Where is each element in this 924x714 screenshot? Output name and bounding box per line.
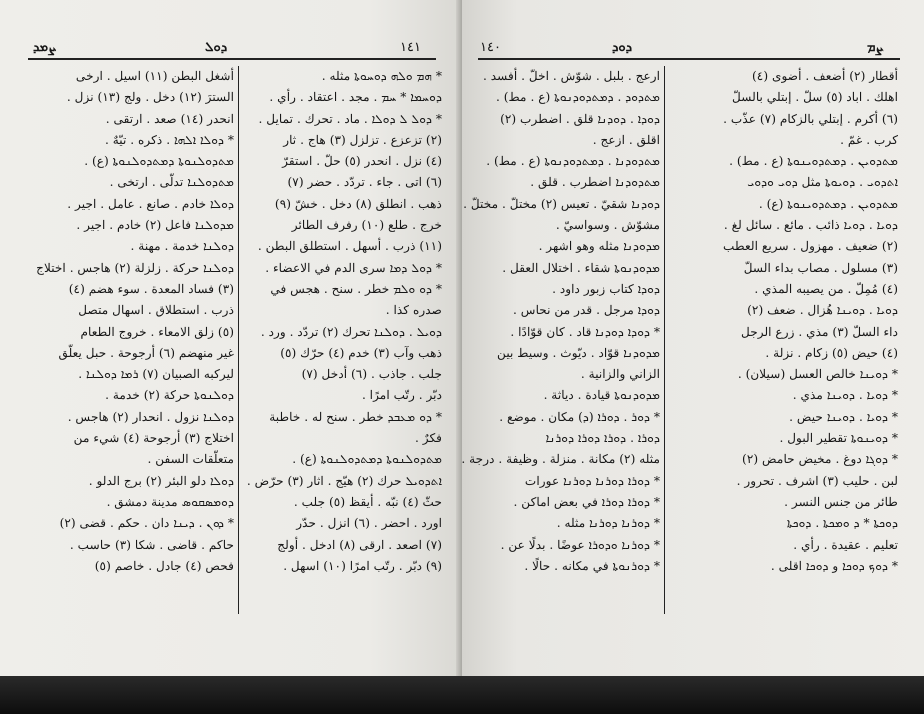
right-page-number: ١٤٠ [480, 40, 501, 55]
dictionary-entry-line: ܕܘܕܐ مرجل . قدر من نحاس . [512, 303, 660, 318]
dictionary-entry-line: (٢) تزعزع . تزلزل (٣) هاج . ثار [283, 132, 442, 147]
left-column-divider [238, 66, 239, 614]
dictionary-entry-line: ܡܕܘܕܢܐ قوّاد . ديّوث . وسيط بين [497, 345, 660, 360]
dictionary-entry-line: * ܗܡ ܘܠܗ ܕܘܚܘܬܐ مثله . [321, 69, 442, 83]
right-header-title: ܕܘܕ [612, 40, 633, 55]
dictionary-entry-line: ܡܬܕܘܕܢܐ . ܕܡܬܕܘܕܢܘܬܐ (ع . مط) . [486, 154, 660, 169]
dictionary-entry-line: * ܕܘܪܢܐ ܕܘܪܢܐ مثله . [556, 516, 660, 531]
dictionary-entry-line: انحدر (١٤) صعد . ارتقى . [105, 111, 234, 126]
dictionary-entry-line: ܕܘܕܐ . ܕܘܕܢܐ قلق . اضطرب (٢) [500, 111, 660, 126]
left-page [0, 0, 462, 676]
dictionary-entry-line: ܕܘܝܠ . ܕܘܠܢܐ تحرك (٢) تردّد . ورد . [260, 324, 442, 339]
dictionary-entry-line: (٣) مسلول . مصاب بداء السلّ [743, 260, 898, 275]
right-header-running-head: ܨܡ [867, 40, 883, 55]
left-page-number: ١٤١ [400, 40, 421, 55]
dictionary-entry-line: ܡܬܕܘܠܢܘܬܐ ܕܡܬܕܘܠܢܘܬܐ (ع) . [84, 154, 234, 169]
dictionary-entry-line: (٦) أكرم . إبتلي بالزكام (٧) عذّب . [723, 111, 898, 126]
dictionary-entry-line: ܡܬܕܘܠܢܘܬܐ ܕܡܬܕܘܠܢܘܬܐ (ع) . [292, 452, 442, 467]
dictionary-entry-line: (٧) اصعد . ارقى (٨) ادخل . أولج [277, 537, 442, 552]
dictionary-entry-line: ܡܕܘܕܢܘܬܐ شقاء . اختلال العقل . [502, 260, 660, 275]
dictionary-entry-line: ارعج . بلبل . شوّش . اخلّ . أفسد . [483, 69, 660, 83]
dictionary-entry-line: * ܕܘ ܘܠܡ خطر . سنح . هجس في [270, 281, 442, 296]
dictionary-entry-line: ܡܬܕܘܕ . ܕܡܬܕܘܕܢܘܬܐ (ع . مط) . [495, 90, 660, 105]
dictionary-entry-line: داء السلّ (٣) مذي . زرع الرجل [740, 324, 898, 339]
dictionary-entry-line: * ܕܘܝܢܘܬܐ تقطير البول . [779, 431, 898, 446]
dictionary-entry-line: جلب . جاذب . (٦) أدخل (٧) [301, 367, 442, 382]
dictionary-entry-line: * ܕܘܪܢܘܬܐ في مكانه . حالًا . [524, 558, 660, 573]
dictionary-entry-line: غير منهضم (٦) أرجوحة . حبل يعلّق [58, 345, 234, 360]
dictionary-entry-line: لبن . حليب (٣) اشرف . تحرور . [736, 473, 898, 488]
dictionary-entry-line: * ܕܘܠܐ ܐܠܗܐ . ذكره . تيّهٌ . [105, 132, 234, 147]
dictionary-entry-line: ܡܬܕܘܠܢܐ تدلّى . ارتخى . [109, 175, 234, 190]
dictionary-entry-line: * ܕܘܕܐ ܕܘܕܢܐ قاد . كان قوّادًا . [510, 324, 660, 339]
dictionary-entry-line: * ܕܘ ܡܥܒܕ خطر . سنح له . خاطبة [269, 409, 442, 424]
dictionary-entry-line: * ܕܘܪܢܐ ܘܕܘܪܐ عوضًا . بدلًا عن . [500, 537, 660, 552]
dictionary-entry-line: اقلق . ازعج . [592, 132, 660, 147]
dictionary-entry-line: ܕܘܡܣܩܘܣ مدينة دمشق . [106, 494, 234, 509]
dictionary-entry-line: فكرٌ . [414, 431, 442, 446]
dictionary-entry-line: اورد . احضر . (٦) انزل . حدّر [296, 516, 442, 531]
dictionary-entry-line: ܐܬܕܘܝ . ܕܘܝܘܬܐ مثل ܕܘܝ ܘܕܘܝ [747, 175, 898, 190]
dictionary-entry-line: حاكم . قاضى . شكا (٣) حاسب . [69, 537, 234, 552]
left-header-rule [28, 58, 436, 60]
dictionary-entry-line: متعلّقات السفن . [147, 452, 234, 467]
dictionary-entry-line: خرج . طلع (١٠) رفرف الطائر [291, 218, 442, 233]
dictionary-entry-line: ܡܕܘܕܢܐ مثله وهو اشهر . [538, 239, 660, 254]
dictionary-entry-line: أشغل البطن (١١) اسيل . ارخى [75, 69, 234, 83]
right-column-outer [670, 66, 898, 614]
right-column-inner [461, 66, 660, 614]
dictionary-entry-line: اهلك . اباد (٥) سلّ . إبتلي بالسلّ [732, 90, 898, 105]
right-header-rule [478, 58, 900, 60]
dictionary-entry-line: أقطار (٢) أضعف . أضوى (٤) [752, 69, 898, 83]
dictionary-entry-line: (٤) مُمِلّ . من يصيبه المذي . [754, 281, 898, 296]
dictionary-entry-line: طائر من جنس النسر . [784, 494, 898, 509]
dictionary-entry-line: (٣) فساد المعدة . سوء هضم (٤) [68, 281, 234, 296]
dictionary-entry-line: * ܕܘܟ ܕܘܟܐ و ܕܘܟܐ اقلى . [770, 558, 898, 573]
dictionary-entry-line: ܕܘܕܢܐ شقيّ . تعيس (٢) مختلّ . مختلّ . [463, 196, 660, 211]
dictionary-entry-line: ܡܕܘܠܢܐ فاعل (٢) خادم . اجير . [76, 218, 234, 233]
dictionary-entry-line: (٤) حيض (٥) زكام . نزلة . [765, 345, 898, 360]
dictionary-entry-line: ܕܘܠܢܐ نزول . انحدار (٢) هاجس . [67, 409, 234, 424]
dictionary-entry-line: ܕܘܕܐ كتاب زبور داود . [552, 281, 660, 296]
dictionary-entry-line: (٩) دبّر . رتّب امرًا (١٠) اسهل . [283, 558, 442, 573]
dictionary-entry-line: ܡܬܕܘܕܢܐ اضطرب . قلق . [530, 175, 660, 190]
dictionary-entry-line: ليركبه الصبيان (٧) ܪܡܐ ܕܘܠܢܐ . [78, 367, 234, 382]
dictionary-entry-line: كرب . غمّ . [840, 132, 898, 147]
dictionary-entry-line: صدره كذا . [385, 303, 442, 318]
dictionary-entry-line: مثله (٢) مكانة . منزلة . وظيفة . درجة . [461, 452, 660, 467]
dictionary-entry-line: * ܕܘܪ . ܕܘܪܐ (ܕ) مكان . موضع . [499, 409, 660, 424]
dictionary-entry-line: * ܕܘܠ ܠ ܕܘܠܐ . ماد . تحرك . تمايل . [258, 111, 442, 126]
dictionary-entry-line: ܕܘܠܢܘܬܐ حركة (٢) خدمة . [105, 388, 234, 403]
dictionary-entry-line: * ܕܘܠ ܕܡܐ سرى الدم في الاعضاء . [265, 260, 442, 275]
dictionary-entry-line: ܕܘܠܐ خادم . صانع . عامل . اجير . [67, 196, 234, 211]
left-column-inner [244, 66, 442, 614]
dictionary-entry-line: ܕܘܚܡܐ * ܚܡ . مجد . اعتقاد . رأي . [269, 90, 442, 105]
left-header-running-head: ܨܡܕ [33, 40, 57, 55]
dictionary-entry-line: ܕܘܟܬܐ * ܕ ܘܡܟܬܐ . ܕܘܟܬܐ [786, 516, 898, 531]
dictionary-entry-line: (٢) ضعيف . مهزول . سريع العطب [723, 239, 898, 254]
dictionary-entry-line: ܕܘܠܐ دلو البئر (٢) برج الدلو . [88, 473, 234, 488]
dictionary-entry-line: ܕܘܪܐ . ܕܘܪܐ ܕܘܪܐ ܕܘܪܢܐ [545, 431, 660, 446]
left-header-title: ܕܘܠ [205, 40, 228, 55]
dictionary-entry-line: (٦) اتى . جاء . تردّد . حضر (٧) [287, 175, 442, 190]
right-column-divider [664, 66, 665, 614]
dictionary-entry-line: * ܕܘܪܐ ܕܘܪܐ في بعض اماكن . [513, 494, 660, 509]
dictionary-entry-line: الزاني والزانية . [580, 367, 660, 382]
scanner-bottom-edge [0, 676, 924, 714]
dictionary-entry-line: ܐܬܕܘܝܠ حرك (٢) هيّج . اثار (٣) حرّض . [246, 473, 442, 488]
dictionary-entry-line: ܕܘܠܢܐ خدمة . مهنة . [130, 239, 234, 254]
dictionary-entry-line: * ܕܘܪܐ ܕܘܪܢܐ ܕܘܪܢܐ عورات [524, 473, 660, 488]
dictionary-entry-line: ܕܘܠܢܐ حركة . زلزلة (٢) هاجس . اختلاج [36, 260, 234, 275]
dictionary-entry-line: فحص (٤) جادل . خاصم (٥) [94, 558, 234, 573]
dictionary-entry-line: تعليم . عقيدة . رأي . [793, 537, 898, 552]
dictionary-entry-line: ܡܬܕܘܝܢ . ܕܡܬܕܘܝܢܘܬܐ (ع . مط) . [729, 154, 898, 169]
dictionary-entry-line: السترَ (١٢) دخل . ولج (١٣) نزل . [66, 90, 234, 105]
dictionary-entry-line: دبّر . رتّب امرًا . [361, 388, 442, 403]
dictionary-entry-line: (٥) زلق الامعاء . خروج الطعام [80, 324, 234, 339]
dictionary-entry-line: ذهب . انطلق (٨) دخل . خشّ (٩) [274, 196, 442, 211]
dictionary-entry-line: مشوّش . وسواسيّ . [555, 218, 660, 233]
dictionary-entry-line: * ܕܘܢ . ܕܝܢܐ دان . حكم . قضى (٢) [59, 516, 234, 531]
dictionary-entry-line: ܕܘܝܐ . ܕܘܝܢܐ هُزال . ضعف (٢) [747, 303, 898, 318]
dictionary-entry-line: * ܕܘܝܐ . ܕܘܝܢܐ مذي . [792, 388, 898, 403]
dictionary-entry-line: حثّ (٤) نبّه . أيقظ (٥) جلب . [293, 494, 442, 509]
dictionary-entry-line: ܕܘܝܐ . ܕܘܝܐ ذائب . مائع . سائل لغ . [723, 218, 898, 233]
dictionary-entry-line: اختلاج (٣) أرجوحة (٤) شيء من [73, 431, 234, 446]
dictionary-entry-line: ܡܬܕܘܝܢ . ܕܡܬܕܘܝܢܘܬܐ (ع) . [758, 196, 898, 211]
dictionary-entry-line: (٤) نزل . انحدر (٥) حلّ . استقرّ [282, 154, 442, 169]
dictionary-entry-line: * ܕܘܝܢܐ خالص العسل (سيلان) . [737, 367, 898, 382]
dictionary-entry-line: * ܕܘܝܐ . ܕܘܝܢܐ حيض . [789, 409, 898, 424]
dictionary-entry-line: ܡܕܘܕܢܘܬܐ قيادة . دياثة . [543, 388, 660, 403]
left-column-outer [38, 66, 234, 614]
dictionary-entry-line: ذهب وآب (٣) خدم (٤) حرّك (٥) [280, 345, 442, 360]
right-page [462, 0, 924, 676]
dictionary-entry-line: ذرب . استطلاق . اسهال متصل [78, 303, 234, 318]
dictionary-entry-line: * ܕܘܓܐ دوغ . مخيض حامض (٢) [742, 452, 898, 467]
dictionary-entry-line: (١١) ذرب . أسهل . استطلق البطن . [257, 239, 442, 254]
